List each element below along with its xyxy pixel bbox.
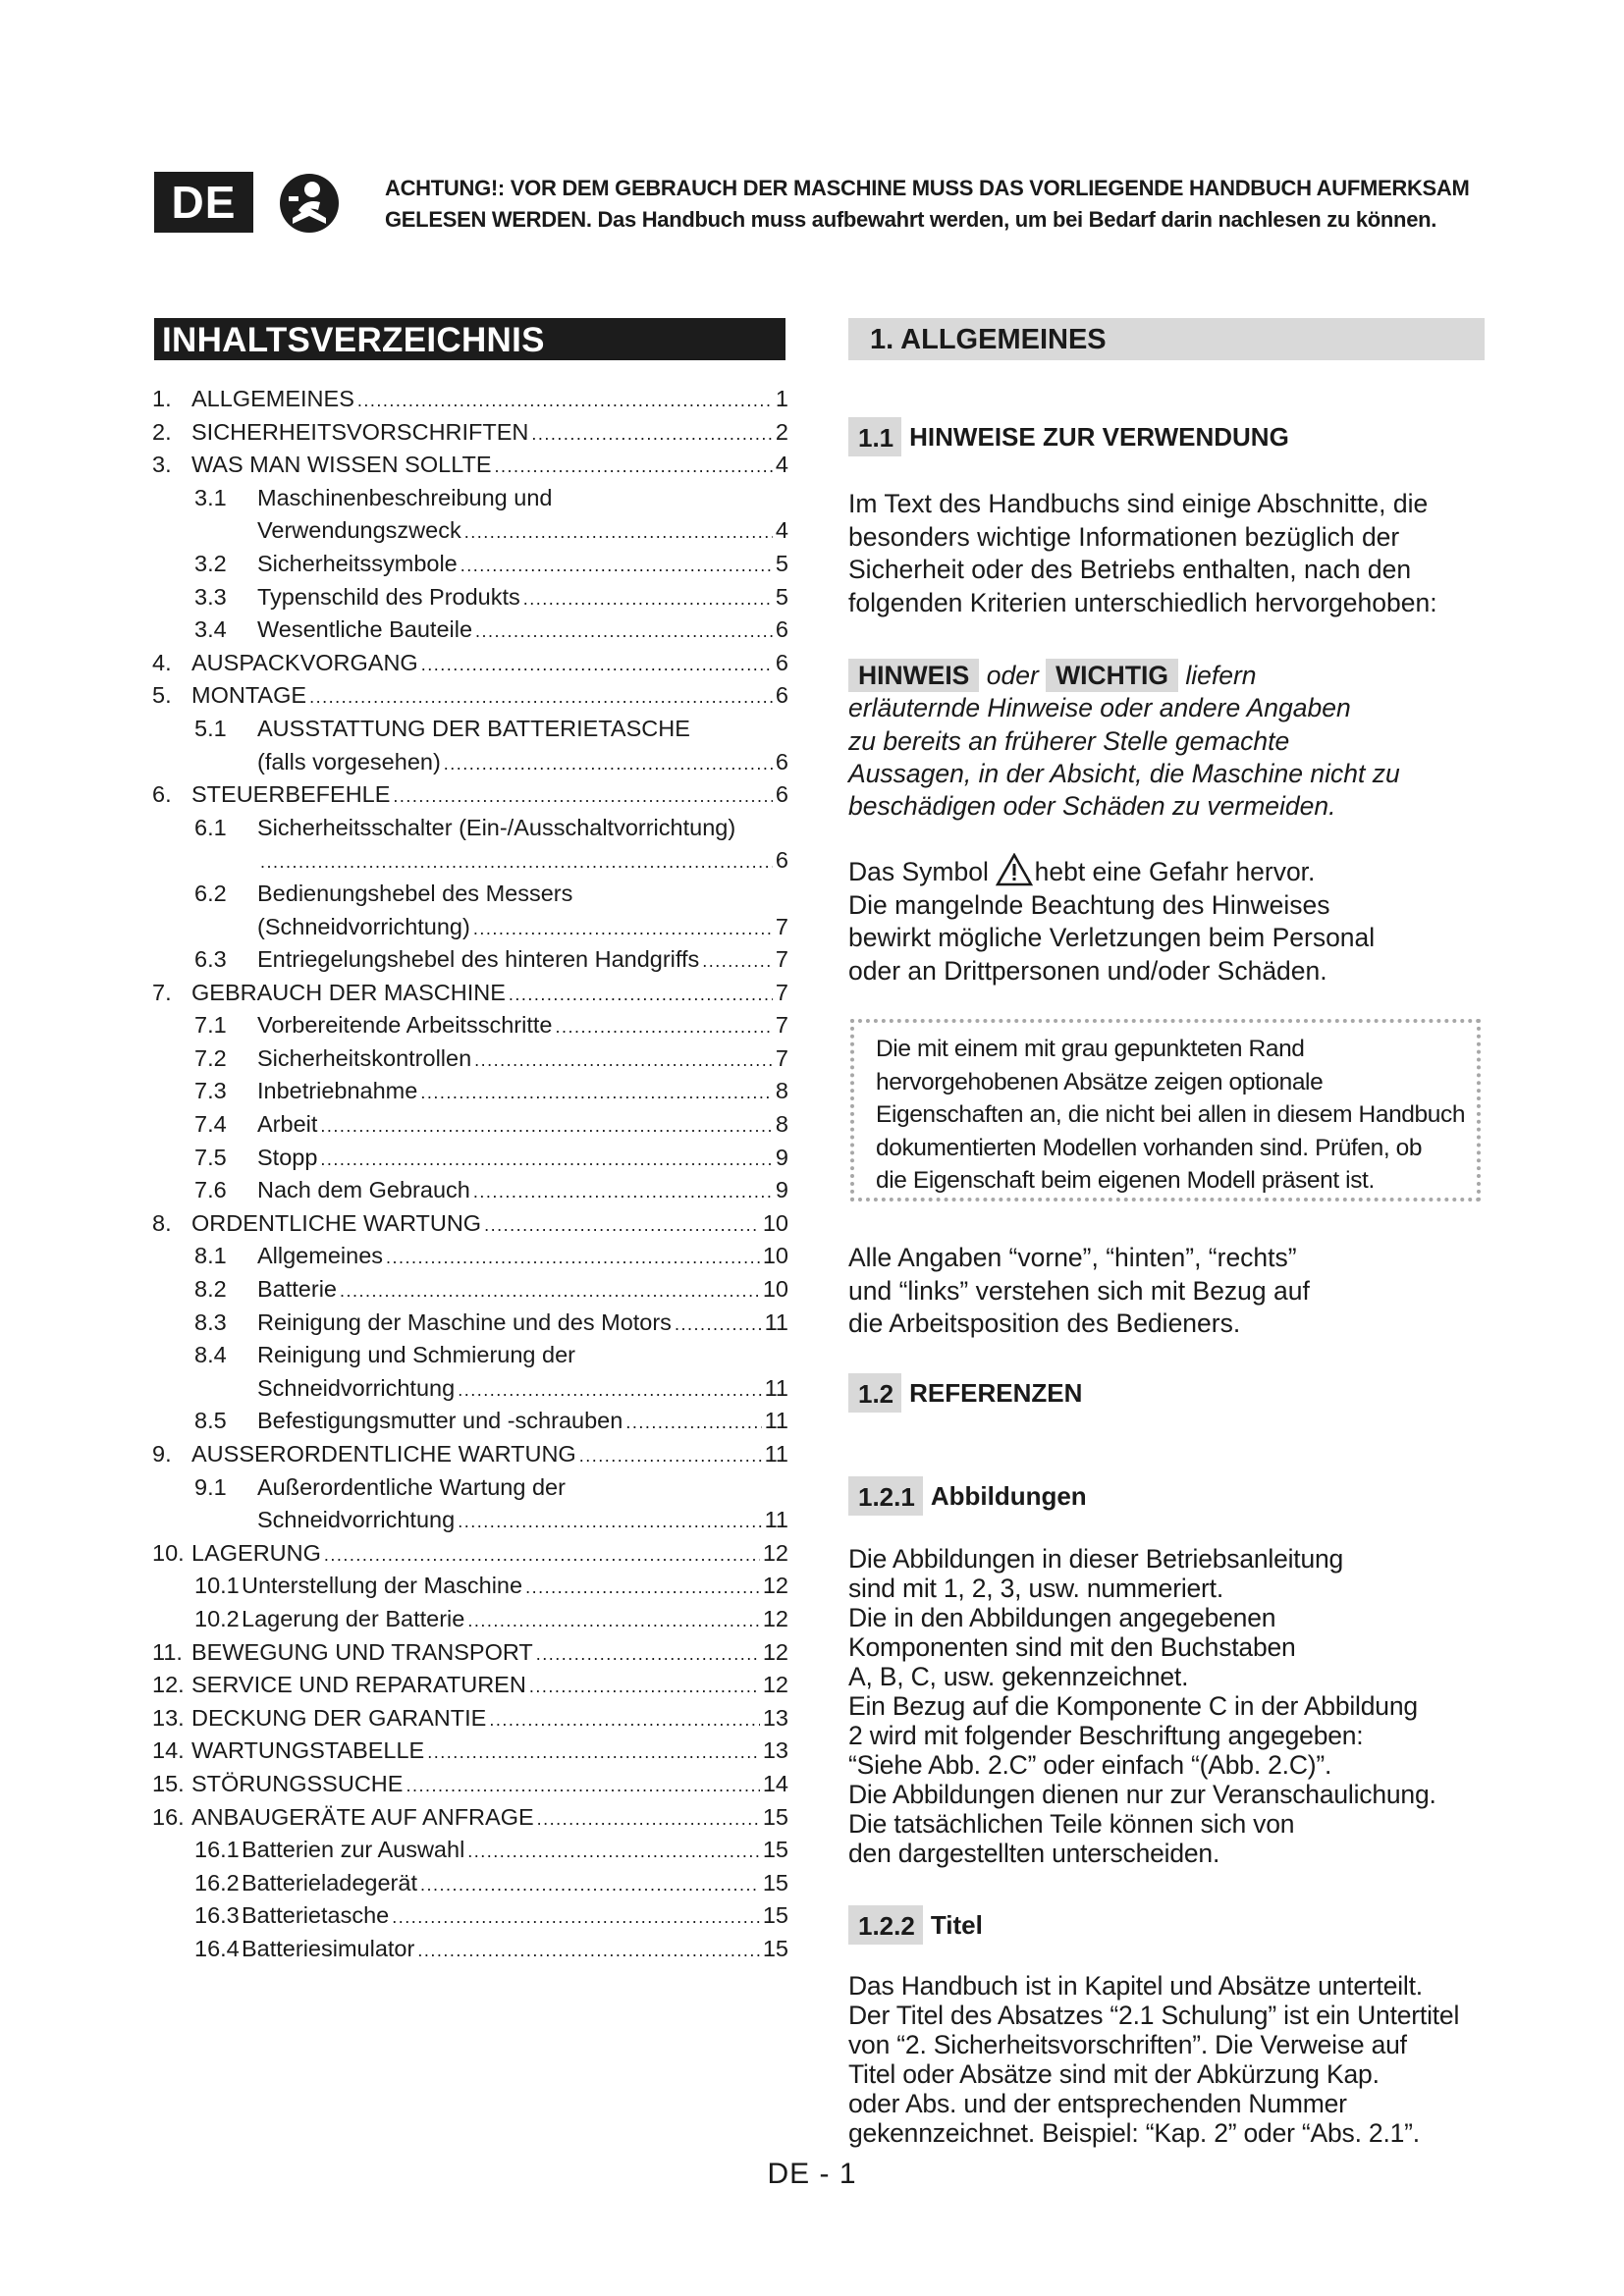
- read-manual-icon: [277, 173, 342, 234]
- toc-leader-dots: [320, 1110, 773, 1144]
- wichtig-tag: WICHTIG: [1046, 659, 1178, 692]
- toc-entry: [152, 844, 788, 878]
- toc-entry-number: 3.4: [194, 616, 227, 643]
- toc-entry-label: Wesentliche Bauteile: [257, 616, 473, 643]
- toc-entry-page: 7: [775, 1044, 788, 1071]
- toc-leader-dots: [473, 913, 773, 946]
- toc-entry-number: 5.1: [194, 715, 227, 741]
- titles-paragraph: [848, 1971, 1496, 2148]
- toc-entry: [152, 383, 788, 416]
- toc-entry-number: 13.: [152, 1704, 185, 1731]
- toc-entry-page: 6: [775, 649, 788, 675]
- text-line: “Siehe Abb. 2.C” oder einfach “(Abb. 2.C)”.: [848, 1750, 1332, 1780]
- subsection-number: 1.2.1: [848, 1476, 923, 1516]
- toc-entry-label: Vorbereitende Arbeitsschritte: [257, 1012, 553, 1039]
- toc-leader-dots: [357, 385, 773, 418]
- toc-leader-dots: [406, 1770, 759, 1803]
- text-line: hervorgehobenen Absätze zeigen optionale: [876, 1068, 1324, 1095]
- toc-entry-page: 10: [762, 1209, 788, 1236]
- toc-entry: [152, 1142, 788, 1175]
- text-line: folgenden Kriterien unterschiedlich hervorgehoben:: [848, 587, 1437, 617]
- toc-leader-dots: [467, 1605, 760, 1638]
- language-badge: DE: [154, 172, 253, 233]
- toc-entry-number: 7.5: [194, 1144, 227, 1170]
- toc-entry-page: 11: [764, 1408, 788, 1434]
- toc-entry-number: 8.4: [194, 1342, 227, 1368]
- toc-entry: [152, 614, 788, 647]
- text-line: Ein Bezug auf die Komponente C in der Abbildung: [848, 1691, 1418, 1721]
- toc-entry-number: 6.3: [194, 946, 227, 973]
- toc-entry-page: 2: [775, 418, 788, 445]
- toc-leader-dots: [467, 1836, 760, 1869]
- toc-entry-label: Entriegelungshebel des hinteren Handgriffs: [257, 946, 700, 973]
- hint-text: erläuternde Hinweise oder andere Angaben: [848, 693, 1351, 723]
- toc-entry-number: 3.1: [194, 484, 227, 510]
- text-line: von “2. Sicherheitsvorschriften”. Die Verweise auf: [848, 2030, 1407, 2059]
- text-line: besonders wichtige Informationen bezüglich der: [848, 521, 1400, 552]
- toc-entry-label: (Schneidvorrichtung): [257, 913, 470, 939]
- direction-paragraph: [848, 1242, 1496, 1341]
- toc-entry-label: Batterieladegerät: [242, 1869, 417, 1896]
- toc-entry-label: ALLGEMEINES: [191, 386, 354, 411]
- toc-entry-number: 12.: [152, 1672, 185, 1698]
- toc-entry: [152, 1438, 788, 1471]
- toc-entry-label: Lagerung der Batterie: [242, 1605, 465, 1631]
- warning-triangle-icon: [996, 853, 1033, 886]
- subsection-1-2-1-heading: [848, 1476, 1087, 1516]
- toc-entry-page: 7: [775, 946, 788, 973]
- figures-paragraph: [848, 1544, 1496, 1868]
- toc-entry: [152, 1933, 788, 1966]
- toc-entry-number: 4.: [152, 649, 172, 675]
- toc-entry-label: Schneidvorrichtung: [257, 1374, 456, 1401]
- toc-leader-dots: [420, 1077, 773, 1110]
- toc-entry-number: 16.2: [194, 1869, 240, 1896]
- toc-entry: [152, 1768, 788, 1801]
- toc-entry-number: 3.3: [194, 583, 227, 610]
- toc-leader-dots: [464, 516, 773, 550]
- toc-entry-page: 12: [762, 1573, 788, 1599]
- toc-entry-label: WAS MAN WISSEN SOLLTE: [191, 452, 492, 478]
- toc-entry-number: 16.: [152, 1803, 185, 1830]
- toc-entry: [152, 1009, 788, 1042]
- toc-leader-dots: [473, 1176, 773, 1209]
- toc-entry-label: Inbetriebnahme: [257, 1078, 418, 1104]
- toc-entry-number: 14.: [152, 1737, 185, 1764]
- toc-leader-dots: [420, 1869, 760, 1902]
- toc-entry-page: 13: [762, 1704, 788, 1731]
- text-line: dokumentierten Modellen vorhanden sind. Prüfen, ob: [876, 1134, 1423, 1161]
- toc-entry-label: Bedienungshebel des Messers: [257, 880, 573, 906]
- optional-features-box: [850, 1019, 1481, 1201]
- toc-entry-label: Batterien zur Auswahl: [242, 1837, 465, 1863]
- text-line: Die tatsächlichen Teile können sich von: [848, 1809, 1295, 1839]
- toc-entry: [152, 746, 788, 779]
- toc-entry-page: 6: [775, 616, 788, 643]
- toc-entry-page: 11: [764, 1507, 788, 1533]
- text-line: Alle Angaben “vorne”, “hinten”, “rechts”: [848, 1243, 1297, 1272]
- toc-entry-label: Schneidvorrichtung: [257, 1507, 456, 1533]
- toc-entry: [152, 1405, 788, 1438]
- toc-entry: [152, 1240, 788, 1273]
- toc-entry-page: 13: [762, 1737, 788, 1764]
- text-line: Die Abbildungen in dieser Betriebsanleitung: [848, 1544, 1344, 1574]
- toc-entry-page: 10: [762, 1243, 788, 1269]
- toc-entry-label: GEBRAUCH DER MASCHINE: [191, 979, 506, 1005]
- toc-entry-number: 10.2: [194, 1605, 240, 1631]
- toc-entry: [152, 812, 788, 845]
- subsection-1-2-2-heading: [848, 1905, 983, 1945]
- text-line: Titel oder Absätze sind mit der Abkürzung Kap.: [848, 2059, 1380, 2089]
- toc-entry-page: 4: [775, 517, 788, 544]
- toc-leader-dots: [529, 1671, 760, 1704]
- toc-entry-number: 8.3: [194, 1308, 227, 1335]
- text-line: oder Abs. und der entsprechenden Nummer: [848, 2089, 1347, 2118]
- toc-leader-dots: [555, 1011, 772, 1044]
- toc-entry-label: AUSSTATTUNG DER BATTERIETASCHE: [257, 715, 690, 741]
- toc-entry: [152, 878, 788, 911]
- toc-leader-dots: [523, 583, 773, 616]
- toc-entry: [152, 1801, 788, 1835]
- hint-paragraph: [848, 660, 1496, 823]
- hinweis-tag: HINWEIS: [848, 659, 979, 692]
- toc-entry-page: 15: [762, 1837, 788, 1863]
- toc-entry-number: 9.: [152, 1441, 172, 1467]
- toc-entry-label: Sicherheitskontrollen: [257, 1044, 472, 1071]
- toc-entry: [152, 449, 788, 482]
- toc-entry-page: 7: [775, 913, 788, 939]
- toc-entry-page: 15: [762, 1935, 788, 1961]
- toc-leader-dots: [458, 1374, 761, 1408]
- toc-leader-dots: [474, 1044, 773, 1078]
- toc-entry-page: 6: [775, 781, 788, 808]
- text-line: Die in den Abbildungen angegebenen: [848, 1603, 1276, 1632]
- toc-entry-number: 9.1: [194, 1473, 227, 1500]
- text-line: die Eigenschaft beim eigenen Modell präsent ist.: [876, 1167, 1375, 1194]
- toc-entry: [152, 1899, 788, 1933]
- toc-leader-dots: [340, 1275, 760, 1308]
- toc-entry-page: 7: [775, 1012, 788, 1039]
- toc-entry: [152, 943, 788, 977]
- toc-entry-number: 6.: [152, 781, 172, 808]
- toc-entry-page: 11: [764, 1441, 788, 1467]
- toc-entry-label: Typenschild des Produkts: [257, 583, 520, 610]
- toc-entry-label: Außerordentliche Wartung der: [257, 1473, 566, 1500]
- toc-entry-label: Batterie: [257, 1276, 337, 1303]
- text-line: Die mit einem mit grau gepunkteten Rand: [876, 1036, 1305, 1062]
- toc-leader-dots: [458, 1506, 761, 1539]
- text-span: hebt eine Gefahr hervor.: [1034, 857, 1316, 886]
- toc-entry-number: 16.1: [194, 1837, 240, 1863]
- toc-entry-label: AUSSERORDENTLICHE WARTUNG: [191, 1441, 576, 1467]
- toc-entry-label: Unterstellung der Maschine: [242, 1573, 523, 1599]
- toc-leader-dots: [536, 1638, 760, 1672]
- toc-leader-dots: [579, 1440, 762, 1473]
- toc-entry-label: BEWEGUNG UND TRANSPORT: [191, 1638, 533, 1665]
- toc-entry-label: DECKUNG DER GARANTIE: [191, 1704, 487, 1731]
- subsection-title: HINWEISE ZUR VERWENDUNG: [909, 421, 1289, 452]
- toc-entry-number: 7.2: [194, 1044, 227, 1071]
- toc-leader-dots: [309, 681, 773, 715]
- toc-entry-label: Stopp: [257, 1144, 318, 1170]
- toc-entry-label: SICHERHEITSVORSCHRIFTEN: [191, 418, 529, 445]
- text-line: Das Handbuch ist in Kapitel und Absätze unterteilt.: [848, 1971, 1423, 2001]
- toc-entry: [152, 1834, 788, 1867]
- toc-entry-page: 11: [764, 1308, 788, 1335]
- toc-entry: [152, 1108, 788, 1142]
- text-line: Eigenschaften an, die nicht bei allen in diesem Handbuch: [876, 1101, 1466, 1128]
- toc-entry: [152, 1075, 788, 1108]
- toc-leader-dots: [531, 418, 773, 452]
- toc-entry: [152, 514, 788, 548]
- toc-entry-page: 6: [775, 847, 788, 874]
- toc-entry-number: 3.2: [194, 550, 227, 576]
- toc-entry-number: 6.2: [194, 880, 227, 906]
- toc-leader-dots: [260, 846, 773, 880]
- toc-entry: [152, 1702, 788, 1735]
- toc-entry: [152, 1339, 788, 1372]
- toc-entry: [152, 1867, 788, 1900]
- toc-leader-dots: [417, 1935, 760, 1968]
- hint-text: Aussagen, in der Absicht, die Maschine nicht zu: [848, 758, 1400, 788]
- toc-leader-dots: [509, 979, 773, 1012]
- toc-entry-page: 7: [775, 979, 788, 1005]
- toc-title: INHALTSVERZEICHNIS: [154, 318, 785, 360]
- toc-entry: [152, 548, 788, 581]
- toc-entry-page: 1: [775, 386, 788, 411]
- subsection-1-1-heading: [848, 417, 1289, 456]
- toc-entry: [152, 1207, 788, 1241]
- toc-entry-page: 15: [762, 1902, 788, 1929]
- toc-entry: [152, 1537, 788, 1571]
- text-line: Die mangelnde Beachtung des Hinweises: [848, 889, 1330, 920]
- toc-entry: [152, 416, 788, 450]
- table-of-contents: [152, 383, 788, 1966]
- toc-entry-label: STÖRUNGSSUCHE: [191, 1770, 404, 1796]
- toc-entry-page: 14: [762, 1770, 788, 1796]
- toc-entry-label: ANBAUGERÄTE AUF ANFRAGE: [191, 1803, 534, 1830]
- toc-entry-number: 15.: [152, 1770, 185, 1796]
- toc-entry: [152, 1570, 788, 1603]
- symbol-paragraph: [848, 853, 1496, 988]
- toc-leader-dots: [393, 780, 773, 814]
- toc-entry-number: 8.: [152, 1209, 172, 1236]
- toc-entry: [152, 1372, 788, 1406]
- text-line: Im Text des Handbuchs sind einige Abschnitte, die: [848, 489, 1429, 518]
- toc-entry-label: Befestigungsmutter und -schrauben: [257, 1408, 623, 1434]
- toc-entry-number: 11.: [152, 1638, 183, 1665]
- toc-entry-label: (falls vorgesehen): [257, 748, 441, 774]
- toc-entry: [152, 977, 788, 1010]
- toc-entry-number: 7.6: [194, 1177, 227, 1203]
- subsection-title: REFERENZEN: [909, 1377, 1083, 1408]
- toc-entry: [152, 1669, 788, 1702]
- warning-line-1: ACHTUNG!: VOR DEM GEBRAUCH DER MASCHINE MUSS DAS VORLIEGENDE HANDBUCH AUFMERKSAM: [385, 176, 1470, 200]
- toc-leader-dots: [444, 748, 773, 781]
- intro-paragraph: [848, 488, 1496, 619]
- toc-entry-label: Nach dem Gebrauch: [257, 1177, 470, 1203]
- toc-entry-page: 6: [775, 682, 788, 709]
- section-title: 1. ALLGEMEINES: [848, 318, 1485, 360]
- toc-leader-dots: [702, 945, 773, 979]
- text-line: die Arbeitsposition des Bedieners.: [848, 1308, 1241, 1338]
- subsection-number: 1.2.2: [848, 1905, 923, 1945]
- toc-entry-number: 16.3: [194, 1902, 240, 1929]
- toc-entry-page: 8: [775, 1078, 788, 1104]
- toc-leader-dots: [392, 1901, 760, 1935]
- toc-entry-page: 15: [762, 1803, 788, 1830]
- toc-entry-number: 10.1: [194, 1573, 240, 1599]
- toc-leader-dots: [386, 1242, 760, 1275]
- text-line: Komponenten sind mit den Buchstaben: [848, 1632, 1296, 1662]
- toc-leader-dots: [537, 1803, 760, 1837]
- text-line: oder an Drittpersonen und/oder Schäden.: [848, 955, 1327, 986]
- toc-entry-page: 12: [762, 1638, 788, 1665]
- text-line: A, B, C, usw. gekennzeichnet.: [848, 1662, 1189, 1691]
- toc-entry-label: Sicherheitsschalter (Ein-/Ausschaltvorrichtung): [257, 814, 736, 840]
- toc-leader-dots: [525, 1572, 760, 1605]
- toc-entry-number: 16.4: [194, 1935, 240, 1961]
- toc-entry: [152, 713, 788, 746]
- warning-line-2: GELESEN WERDEN. Das Handbuch muss aufbewahrt werden, um bei Bedarf darin nachlesen zu können.: [385, 207, 1437, 232]
- toc-entry-page: 9: [775, 1144, 788, 1170]
- text-line: bewirkt mögliche Verletzungen beim Personal: [848, 923, 1376, 952]
- toc-leader-dots: [625, 1407, 761, 1440]
- text-line: den dargestellten unterscheiden.: [848, 1839, 1220, 1868]
- toc-entry: [152, 647, 788, 680]
- toc-leader-dots: [320, 1144, 773, 1177]
- hint-text: zu bereits an früherer Stelle gemachte: [848, 725, 1290, 756]
- text-line: Sicherheit oder des Betriebs enthalten, nach den: [848, 555, 1412, 584]
- toc-entry-number: 7.4: [194, 1111, 227, 1138]
- toc-leader-dots: [484, 1209, 760, 1243]
- toc-entry-page: 15: [762, 1869, 788, 1896]
- toc-entry: [152, 679, 788, 713]
- toc-entry-number: 2.: [152, 418, 172, 445]
- toc-entry-number: 10.: [152, 1539, 185, 1566]
- toc-entry-number: 7.1: [194, 1012, 227, 1039]
- toc-entry-label: Allgemeines: [257, 1243, 384, 1269]
- toc-entry-number: 8.1: [194, 1243, 227, 1269]
- text-line: Der Titel des Absatzes “2.1 Schulung” ist ein Untertitel: [848, 2001, 1460, 2030]
- toc-entry-number: 1.: [152, 386, 172, 411]
- toc-entry-page: 8: [775, 1111, 788, 1138]
- toc-entry-label: Reinigung und Schmierung der: [257, 1342, 575, 1368]
- toc-entry-page: 12: [762, 1539, 788, 1566]
- toc-entry-label: Verwendungszweck: [257, 517, 461, 544]
- toc-entry-number: 7.: [152, 979, 172, 1005]
- toc-entry-number: 7.3: [194, 1078, 227, 1104]
- toc-entry: [152, 1307, 788, 1340]
- toc-entry-label: Sicherheitssymbole: [257, 550, 458, 576]
- toc-entry: [152, 1735, 788, 1768]
- toc-entry-page: 9: [775, 1177, 788, 1203]
- toc-entry: [152, 1042, 788, 1076]
- hint-text: liefern: [1185, 661, 1257, 690]
- subsection-title: Titel: [930, 1909, 983, 1940]
- text-line: Die Abbildungen dienen nur zur Veranschaulichung.: [848, 1780, 1436, 1809]
- text-line: gekennzeichnet. Beispiel: “Kap. 2” oder “Abs. 2.1”.: [848, 2118, 1420, 2148]
- toc-entry: [152, 1273, 788, 1307]
- toc-entry-page: 10: [762, 1276, 788, 1303]
- toc-entry: [152, 778, 788, 812]
- toc-leader-dots: [460, 550, 773, 583]
- toc-entry-label: Batterietasche: [242, 1902, 390, 1929]
- toc-leader-dots: [489, 1704, 760, 1737]
- text-line: sind mit 1, 2, 3, usw. nummeriert.: [848, 1574, 1224, 1603]
- toc-leader-dots: [495, 451, 773, 484]
- page-number: DE - 1: [767, 2158, 857, 2190]
- toc-entry-number: 5.: [152, 682, 172, 709]
- toc-entry-label: SERVICE UND REPARATUREN: [191, 1672, 526, 1698]
- toc-entry-label: WARTUNGSTABELLE: [191, 1737, 425, 1764]
- toc-entry: [152, 1471, 788, 1505]
- toc-entry-page: 5: [775, 550, 788, 576]
- toc-entry-number: 8.2: [194, 1276, 227, 1303]
- toc-leader-dots: [675, 1308, 762, 1342]
- toc-entry: [152, 1174, 788, 1207]
- text-span: Das Symbol: [848, 857, 989, 886]
- toc-leader-dots: [324, 1539, 760, 1573]
- toc-entry-page: 12: [762, 1672, 788, 1698]
- subsection-title: Abbildungen: [930, 1480, 1087, 1511]
- subsection-1-2-heading: [848, 1373, 1082, 1413]
- toc-entry: [152, 1504, 788, 1537]
- subsection-number: 1.1: [848, 417, 901, 456]
- toc-entry: [152, 581, 788, 614]
- toc-entry-label: MONTAGE: [191, 682, 307, 709]
- toc-entry: [152, 482, 788, 515]
- hint-oder: oder: [986, 661, 1039, 690]
- toc-leader-dots: [475, 615, 773, 649]
- toc-entry-label: Maschinenbeschreibung und: [257, 484, 553, 510]
- subsection-number: 1.2: [848, 1373, 901, 1413]
- toc-entry-page: 6: [775, 748, 788, 774]
- toc-entry: [152, 1636, 788, 1670]
- hint-text: beschädigen oder Schäden zu vermeiden.: [848, 791, 1336, 822]
- toc-entry-label: AUSPACKVORGANG: [191, 649, 418, 675]
- toc-entry: [152, 1603, 788, 1636]
- toc-entry-number: 6.1: [194, 814, 227, 840]
- toc-entry-label: Arbeit: [257, 1111, 318, 1138]
- toc-leader-dots: [427, 1736, 760, 1770]
- toc-entry-page: 12: [762, 1605, 788, 1631]
- text-line: und “links” verstehen sich mit Bezug auf: [848, 1275, 1310, 1306]
- toc-entry-label: ORDENTLICHE WARTUNG: [191, 1209, 482, 1236]
- toc-entry-label: Reinigung der Maschine und des Motors: [257, 1308, 672, 1335]
- toc-entry-label: LAGERUNG: [191, 1539, 321, 1566]
- toc-entry-number: 8.5: [194, 1408, 227, 1434]
- toc-entry-page: 4: [775, 452, 788, 478]
- toc-entry-page: 11: [764, 1374, 788, 1401]
- toc-leader-dots: [421, 649, 773, 682]
- toc-entry-label: STEUERBEFEHLE: [191, 781, 391, 808]
- toc-entry-page: 5: [775, 583, 788, 610]
- toc-entry-label: Batteriesimulator: [242, 1935, 415, 1961]
- text-line: 2 wird mit folgender Beschriftung angegeben:: [848, 1721, 1364, 1750]
- warning-notice: [385, 173, 1514, 236]
- toc-entry-number: 3.: [152, 452, 172, 478]
- toc-entry: [152, 911, 788, 944]
